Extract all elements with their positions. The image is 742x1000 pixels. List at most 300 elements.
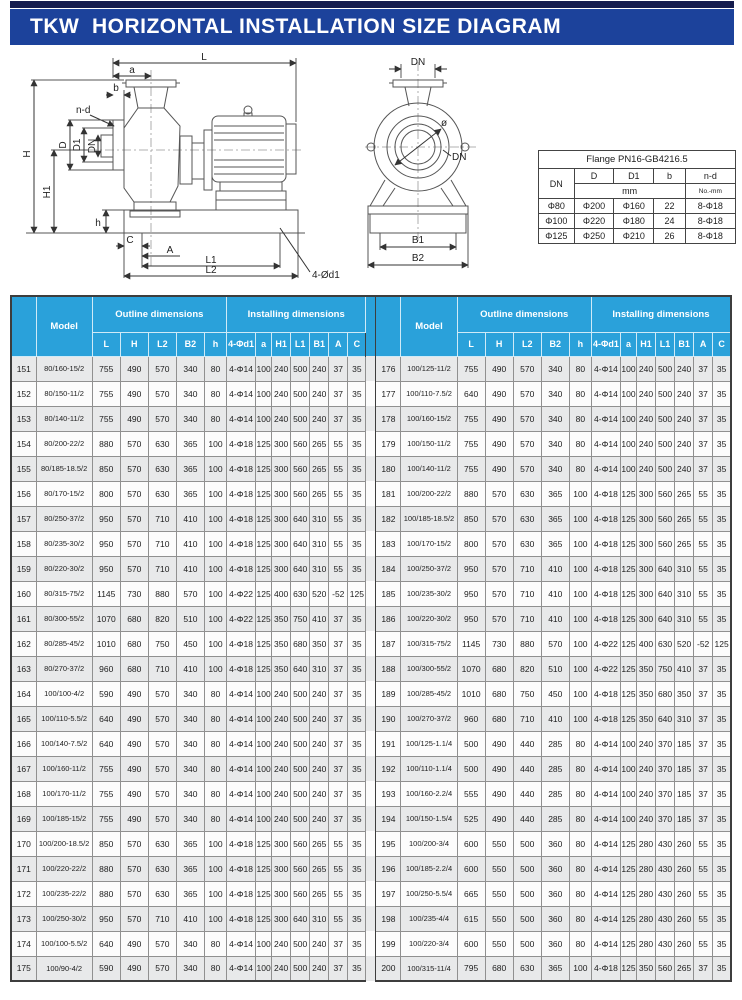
cell-h: 100 [204,456,226,481]
cell-h: 100 [204,431,226,456]
cell-B1: 265 [310,881,329,906]
cell-L1: 430 [656,881,675,906]
row-number: 163 [11,656,36,681]
cell-C: 35 [713,931,731,956]
cell-B1: 260 [675,906,694,931]
cell-B2: 340 [176,731,204,756]
cell-h: 100 [204,856,226,881]
cell-a: 125 [620,556,636,581]
cell-C: 35 [348,456,366,481]
cell-H1: 300 [636,531,655,556]
row-number: 175 [11,956,36,981]
cell-H: 680 [485,656,513,681]
cell-B1: 310 [675,556,694,581]
cell-L2: 570 [513,456,541,481]
cell-H: 570 [485,606,513,631]
flange-nd: 8-Φ18 [685,229,735,244]
flange-b: 22 [654,199,685,214]
cell-B1: 240 [675,431,694,456]
cell-a: 125 [620,631,636,656]
cell-L1: 430 [656,831,675,856]
cell-H1: 280 [636,906,655,931]
cell-L2: 630 [148,481,176,506]
cell-A: 37 [694,356,713,381]
cell-h: 100 [204,631,226,656]
cell-d1: 4-Φ14 [227,356,256,381]
cell-H1: 300 [272,531,291,556]
cell-B2: 285 [541,806,569,831]
cell-C: 35 [713,556,731,581]
cell-H1: 350 [272,631,291,656]
cell-L1: 640 [291,906,310,931]
cell-B1: 350 [310,631,329,656]
cell-H: 490 [485,806,513,831]
cell-A: 55 [694,531,713,556]
cell-d1: 4-Φ14 [227,706,256,731]
cell-H1: 240 [272,706,291,731]
cell-H: 570 [120,481,148,506]
cell-d1: 4-Φ22 [227,606,256,631]
cell-A: 37 [694,956,713,981]
col-header-L2: L2 [513,332,541,356]
table-gap [366,831,376,856]
cell-d1: 4-Φ18 [227,881,256,906]
cell-H: 490 [120,731,148,756]
cell-B1: 240 [310,956,329,981]
cell-a: 125 [620,856,636,881]
cell-H: 730 [120,581,148,606]
cell-L2: 500 [513,831,541,856]
cell-H: 680 [485,681,513,706]
cell-L1: 750 [291,606,310,631]
table-row [11,681,731,706]
cell-h: 100 [569,556,591,581]
installation-drawing [0,50,742,292]
cell-d1: 4-Φ14 [591,781,620,806]
cell-d1: 4-Φ14 [227,756,256,781]
cell-h: 80 [204,781,226,806]
cell-L1: 560 [656,481,675,506]
model-cell: 80/235-30/2 [36,531,92,556]
cell-C: 35 [348,906,366,931]
cell-L2: 440 [513,756,541,781]
col-header-L1: L1 [291,332,310,356]
cell-H: 490 [120,931,148,956]
cell-A: 55 [694,581,713,606]
cell-H: 490 [485,456,513,481]
cell-d1: 4-Φ14 [227,731,256,756]
cell-L: 880 [92,856,120,881]
cell-H1: 400 [272,581,291,606]
cell-L: 1070 [92,606,120,631]
flange-unit-mm: mm [574,184,685,199]
cell-C: 35 [348,381,366,406]
cell-H: 570 [120,431,148,456]
cell-C: 35 [348,756,366,781]
cell-B2: 365 [541,956,569,981]
row-number: 189 [376,681,401,706]
table-gap [366,806,376,831]
flange-col-b: b [654,169,685,184]
cell-C: 35 [348,531,366,556]
cell-A: -52 [329,581,348,606]
table-gap [366,481,376,506]
flange-d: Φ220 [574,214,614,229]
cell-C: 35 [713,681,731,706]
cell-A: 55 [329,456,348,481]
cell-L: 850 [92,456,120,481]
cell-B2: 365 [541,481,569,506]
flange-b: 26 [654,229,685,244]
flange-col-d: D [574,169,614,184]
cell-h: 80 [569,406,591,431]
cell-L1: 500 [291,406,310,431]
cell-C: 35 [348,681,366,706]
cell-L2: 880 [513,631,541,656]
cell-L1: 500 [656,406,675,431]
cell-L1: 500 [291,956,310,981]
cell-A: 37 [329,406,348,431]
table-gap [366,781,376,806]
cell-C: 35 [713,781,731,806]
cell-B1: 410 [675,656,694,681]
model-cell: 100/160-15/2 [401,406,457,431]
col-header-L: L [92,332,120,356]
cell-L2: 570 [513,431,541,456]
flange-dn: Φ125 [539,229,575,244]
flange-nd: 8-Φ18 [685,214,735,229]
cell-d1: 4-Φ18 [227,481,256,506]
cell-h: 80 [569,756,591,781]
cell-H: 490 [120,781,148,806]
cell-B2: 360 [541,906,569,931]
cell-L2: 570 [513,356,541,381]
cell-L1: 500 [291,356,310,381]
cell-A: 55 [694,881,713,906]
table-row [11,806,731,831]
cell-a: 100 [256,756,272,781]
col-header-C: C [348,332,366,356]
flange-row [539,214,736,229]
cell-C: 35 [348,556,366,581]
cell-A: 55 [329,906,348,931]
cell-L: 1010 [92,631,120,656]
cell-h: 80 [569,906,591,931]
cell-d1: 4-Φ18 [591,581,620,606]
cell-B2: 410 [176,556,204,581]
cell-A: 37 [329,631,348,656]
cell-d1: 4-Φ18 [591,706,620,731]
table-gap [366,906,376,931]
cell-B1: 240 [310,806,329,831]
table-gap [366,681,376,706]
cell-h: 100 [569,531,591,556]
table-gap [366,881,376,906]
cell-L: 950 [92,906,120,931]
model-cell: 100/140-7.5/2 [36,731,92,756]
row-number: 161 [11,606,36,631]
cell-L: 800 [92,481,120,506]
cell-L: 880 [457,481,485,506]
cell-H: 490 [485,356,513,381]
col-header-B1: B1 [310,332,329,356]
cell-C: 35 [713,656,731,681]
table-row [11,556,731,581]
cell-H: 570 [485,481,513,506]
cell-B1: 310 [310,531,329,556]
cell-B2: 410 [541,581,569,606]
cell-h: 100 [204,531,226,556]
cell-A: 37 [329,681,348,706]
cell-h: 100 [569,681,591,706]
cell-A: 37 [329,356,348,381]
cell-B2: 340 [176,781,204,806]
table-row [11,381,731,406]
cell-L2: 500 [513,856,541,881]
cell-L: 525 [457,806,485,831]
cell-a: 125 [620,656,636,681]
cell-H1: 280 [636,881,655,906]
outline-dimensions-header-left: Outline dimensions [92,296,226,332]
cell-L2: 710 [148,556,176,581]
row-number: 174 [11,931,36,956]
table-gap [366,456,376,481]
cell-L2: 710 [148,656,176,681]
cell-L2: 440 [513,806,541,831]
row-number: 183 [376,531,401,556]
table-row [11,781,731,806]
cell-L2: 500 [513,881,541,906]
cell-L1: 500 [291,706,310,731]
cell-H1: 280 [636,831,655,856]
cell-A: 37 [329,756,348,781]
cell-B2: 365 [176,881,204,906]
cell-L2: 570 [148,356,176,381]
cell-d1: 4-Φ18 [227,831,256,856]
cell-B2: 340 [541,431,569,456]
cell-H: 680 [485,706,513,731]
cell-A: 37 [329,806,348,831]
cell-A: 37 [694,756,713,781]
cell-h: 80 [569,806,591,831]
model-header-right: Model [401,296,457,356]
model-cell: 100/200-3/4 [401,831,457,856]
cell-B2: 410 [541,556,569,581]
cell-C: 35 [348,831,366,856]
cell-C: 35 [713,731,731,756]
col-header-B2: B2 [176,332,204,356]
cell-B1: 310 [310,506,329,531]
cell-L2: 750 [148,631,176,656]
cell-H1: 240 [272,681,291,706]
cell-B1: 265 [310,481,329,506]
cell-h: 100 [204,481,226,506]
table-gap [366,606,376,631]
cell-d1: 4-Φ18 [227,556,256,581]
cell-h: 100 [569,706,591,731]
cell-B1: 265 [310,831,329,856]
row-number: 165 [11,706,36,731]
cell-A: 37 [329,606,348,631]
cell-B2: 365 [176,481,204,506]
cell-h: 80 [569,931,591,956]
cell-L2: 500 [513,906,541,931]
cell-C: 35 [713,806,731,831]
table-gap [366,756,376,781]
cell-H1: 280 [636,856,655,881]
cell-L1: 630 [291,581,310,606]
cell-B1: 310 [310,906,329,931]
cell-a: 125 [256,631,272,656]
cell-L1: 640 [656,556,675,581]
cell-H1: 350 [636,656,655,681]
model-cell: 100/250-5.5/4 [401,881,457,906]
cell-L: 1070 [457,656,485,681]
row-number-header [11,296,36,356]
row-number: 190 [376,706,401,731]
col-header-h: h [204,332,226,356]
cell-A: 37 [329,381,348,406]
cell-L1: 560 [656,956,675,981]
cell-L1: 750 [656,656,675,681]
cell-a: 100 [256,731,272,756]
cell-C: 35 [713,856,731,881]
cell-B1: 265 [675,506,694,531]
cell-B1: 240 [310,356,329,381]
cell-B2: 340 [176,381,204,406]
cell-A: 37 [329,731,348,756]
cell-B2: 360 [541,881,569,906]
cell-L: 755 [92,406,120,431]
cell-h: 80 [204,681,226,706]
cell-A: 37 [694,381,713,406]
cell-a: 125 [256,556,272,581]
dim-label-B2: B2 [411,253,425,264]
cell-L1: 560 [291,856,310,881]
cell-B2: 340 [541,406,569,431]
cell-B2: 360 [541,931,569,956]
cell-a: 125 [256,431,272,456]
row-number: 200 [376,956,401,981]
cell-C: 35 [713,506,731,531]
table-gap-header [366,296,376,356]
row-number: 169 [11,806,36,831]
flange-d: Φ250 [574,229,614,244]
cell-d1: 4-Φ18 [227,656,256,681]
model-cell: 80/285-45/2 [36,631,92,656]
cell-L1: 640 [291,506,310,531]
cell-h: 100 [569,581,591,606]
page-title: TKW HORIZONTAL INSTALLATION SIZE DIAGRAM [30,15,562,38]
model-cell: 100/110-1.1/4 [401,756,457,781]
cell-a: 125 [256,881,272,906]
cell-B2: 410 [176,656,204,681]
cell-L1: 630 [656,631,675,656]
cell-h: 80 [204,756,226,781]
dim-label-DN-side: DN [452,152,467,163]
cell-L: 950 [457,581,485,606]
cell-A: 37 [694,456,713,481]
cell-L1: 500 [291,731,310,756]
cell-L1: 640 [656,606,675,631]
cell-C: 35 [348,781,366,806]
cell-a: 100 [620,456,636,481]
cell-d1: 4-Φ14 [591,806,620,831]
cell-B1: 240 [310,706,329,731]
col-header-H1: H1 [636,332,655,356]
cell-B1: 240 [310,381,329,406]
cell-L1: 680 [291,631,310,656]
cell-a: 100 [620,756,636,781]
cell-a: 125 [620,831,636,856]
flange-row [539,229,736,244]
cell-C: 35 [348,356,366,381]
cell-L1: 560 [291,431,310,456]
cell-H: 570 [485,581,513,606]
model-cell: 100/150-11/2 [401,431,457,456]
cell-a: 125 [620,956,636,981]
top-accent-bar [10,1,734,8]
cell-A: 55 [329,481,348,506]
cell-h: 100 [569,956,591,981]
cell-H: 570 [120,856,148,881]
col-header-H: H [120,332,148,356]
cell-B2: 410 [176,906,204,931]
cell-H: 490 [120,406,148,431]
cell-L: 1145 [457,631,485,656]
cell-d1: 4-Φ14 [591,456,620,481]
row-number: 180 [376,456,401,481]
cell-B2: 340 [176,706,204,731]
cell-L1: 560 [291,481,310,506]
cell-H1: 240 [636,356,655,381]
table-gap [366,506,376,531]
dim-label-DN: DN [87,138,98,154]
cell-L: 755 [457,456,485,481]
cell-L: 755 [457,406,485,431]
cell-B1: 310 [675,706,694,731]
cell-a: 125 [620,506,636,531]
model-cell: 80/170-15/2 [36,481,92,506]
cell-C: 35 [348,606,366,631]
col-header-4-Φd1: 4-Φd1 [227,332,256,356]
flange-b: 24 [654,214,685,229]
cell-a: 125 [620,531,636,556]
cell-A: 55 [694,606,713,631]
cell-B2: 365 [541,531,569,556]
cell-a: 100 [620,731,636,756]
cell-h: 100 [204,906,226,931]
cell-L2: 570 [148,731,176,756]
model-cell: 80/300-55/2 [36,606,92,631]
cell-a: 100 [620,406,636,431]
cell-h: 80 [569,881,591,906]
cell-a: 100 [256,706,272,731]
cell-a: 125 [620,881,636,906]
dim-label-DN-top: DN [410,57,426,68]
cell-B2: 340 [176,356,204,381]
dim-label-A: A [166,245,174,256]
table-row [11,581,731,606]
model-cell: 100/250-37/2 [401,556,457,581]
cell-L2: 570 [148,806,176,831]
cell-h: 80 [569,456,591,481]
table-row [11,631,731,656]
cell-B1: 260 [675,856,694,881]
cell-L: 755 [92,781,120,806]
title-banner [10,9,734,45]
row-number: 159 [11,556,36,581]
